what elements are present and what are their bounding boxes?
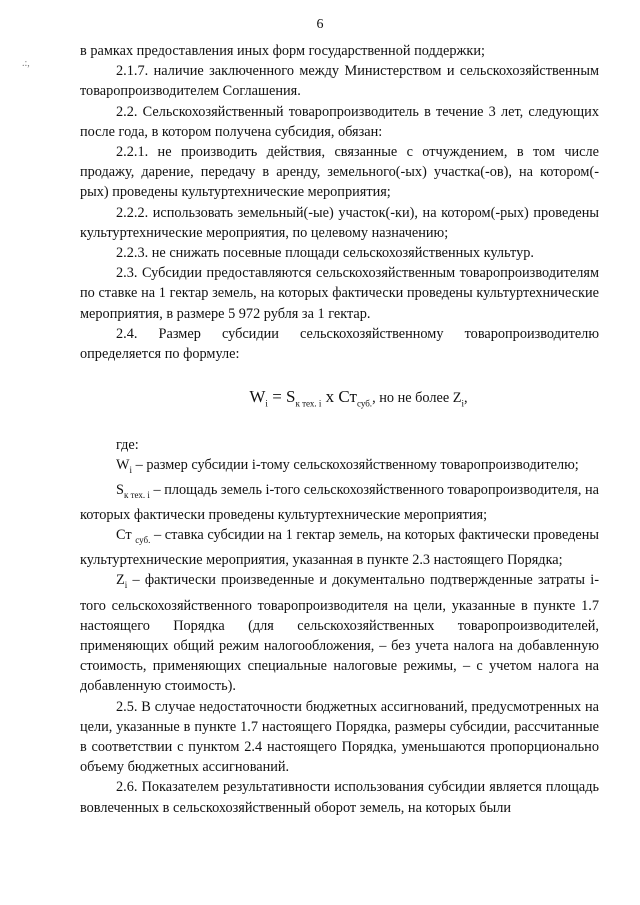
def-z-sub: i (124, 580, 128, 591)
definition-z (80, 570, 599, 696)
definition-w (80, 455, 599, 480)
margin-mark: .:, (22, 58, 30, 69)
def-w-text: – размер субсидии i-тому сельскохозяйственному товаропроизводителю; (132, 456, 579, 473)
paragraph-2-2-1: 2.2.1. не производить действия, связанные с отчуждением, в том числе продажу, дарение, передачу в аренду, земельного(-ых) участка(-ов), на котором(-рых) проведены культуртехнические мероприятия; (80, 144, 599, 201)
where-label: где: (116, 436, 139, 453)
formula-z-sub: i (461, 398, 465, 409)
formula-tail: , но не более Z (372, 390, 462, 407)
def-s-sub: к тех. i (123, 489, 150, 500)
paragraph-2-2: 2.2. Сельскохозяйственный товаропроизводитель в течение 3 лет, следующих после года, в котором получена субсидия, обязан: (80, 103, 599, 140)
def-w-symbol: W (116, 456, 130, 473)
paragraph-2-4: 2.4. Размер субсидии сельскохозяйственному товаропроизводителю определяется по формуле: (80, 325, 599, 363)
formula-s-sub: к тех. i (295, 398, 322, 409)
paragraph-2-2-2: 2.2.2. использовать земельный(-ые) участок(-ки), на котором(-рых) проведены культуртехнические мероприятия, по целевому назначению; (80, 204, 599, 241)
def-z-symbol: Z (116, 572, 125, 589)
formula-eq-s: = S (267, 387, 296, 407)
formula-w-sub: i (265, 398, 268, 409)
formula-x-ct: x Ст (321, 387, 357, 407)
formula-end: , (464, 390, 468, 407)
definition-s (80, 480, 599, 525)
def-s-symbol: S (116, 481, 124, 498)
formula-ct-sub: суб. (356, 398, 373, 409)
formula-w: W (249, 387, 266, 407)
def-ct-text: – ставка субсидии на 1 гектар земель, на которых фактически проведены культуртехнические мероприятия, указанная в пункте 2.3 настоящего Порядка; (80, 527, 600, 569)
paragraph-2-6: 2.6. Показателем результативности использования субсидии является площадь вовлеченных в сельскохозяйственный оборот земель, на которых были (80, 779, 599, 816)
def-s-text: – площадь земель i-того сельскохозяйственного товаропроизводителя, на которых фактически проведены культуртехнические мероприятия; (80, 481, 599, 523)
def-ct-sub: суб. (135, 535, 151, 546)
paragraph-2-2-3: 2.2.3. не снижать посевные площади сельскохозяйственных культур. (116, 245, 534, 262)
paragraph-2-5: 2.5. В случае недостаточности бюджетных ассигнований, предусмотренных на цели, указанные в пункте 1.7 настоящего Порядка, размеры субсидии, рассчитанные в соответствии с пунктом 2.4 настоящего Порядка, уменьшаются пропорционально объему бюджетных ассигнований. (80, 698, 599, 776)
subsidy-formula (118, 386, 599, 414)
document-body (80, 41, 599, 818)
paragraph-continuation: в рамках предоставления иных форм государственной поддержки; (80, 43, 485, 59)
page-number: 6 (316, 17, 324, 32)
def-z-text: – фактически произведенные и документально подтвержденные затраты i-того сельскохозяйственного товаропроизводителя на цели, указанные в пункте 1.7 настоящего Порядка (для сельскохозяйственных товаропроизводителей, применяющих общий режим налогообложения, – без учета налога на добавленную стоимость, применяющих специальные налоговые режимы, – с учетом налога на добавленную стоимость). (80, 572, 599, 695)
definition-ct (80, 525, 599, 570)
paragraph-2-3: 2.3. Субсидии предоставляются сельскохозяйственным товаропроизводителям по ставке на 1 гектар земель, на которых фактически проведены культуртехнические мероприятия, в размере 5 972 рубля за 1 гектар. (80, 265, 599, 322)
def-w-sub: i (129, 464, 133, 475)
def-ct-symbol: Ст (116, 527, 136, 544)
paragraph-2-1-7: 2.1.7. наличие заключенного между Министерством и сельскохозяйственным товаропроизводителем Соглашения. (80, 63, 599, 100)
